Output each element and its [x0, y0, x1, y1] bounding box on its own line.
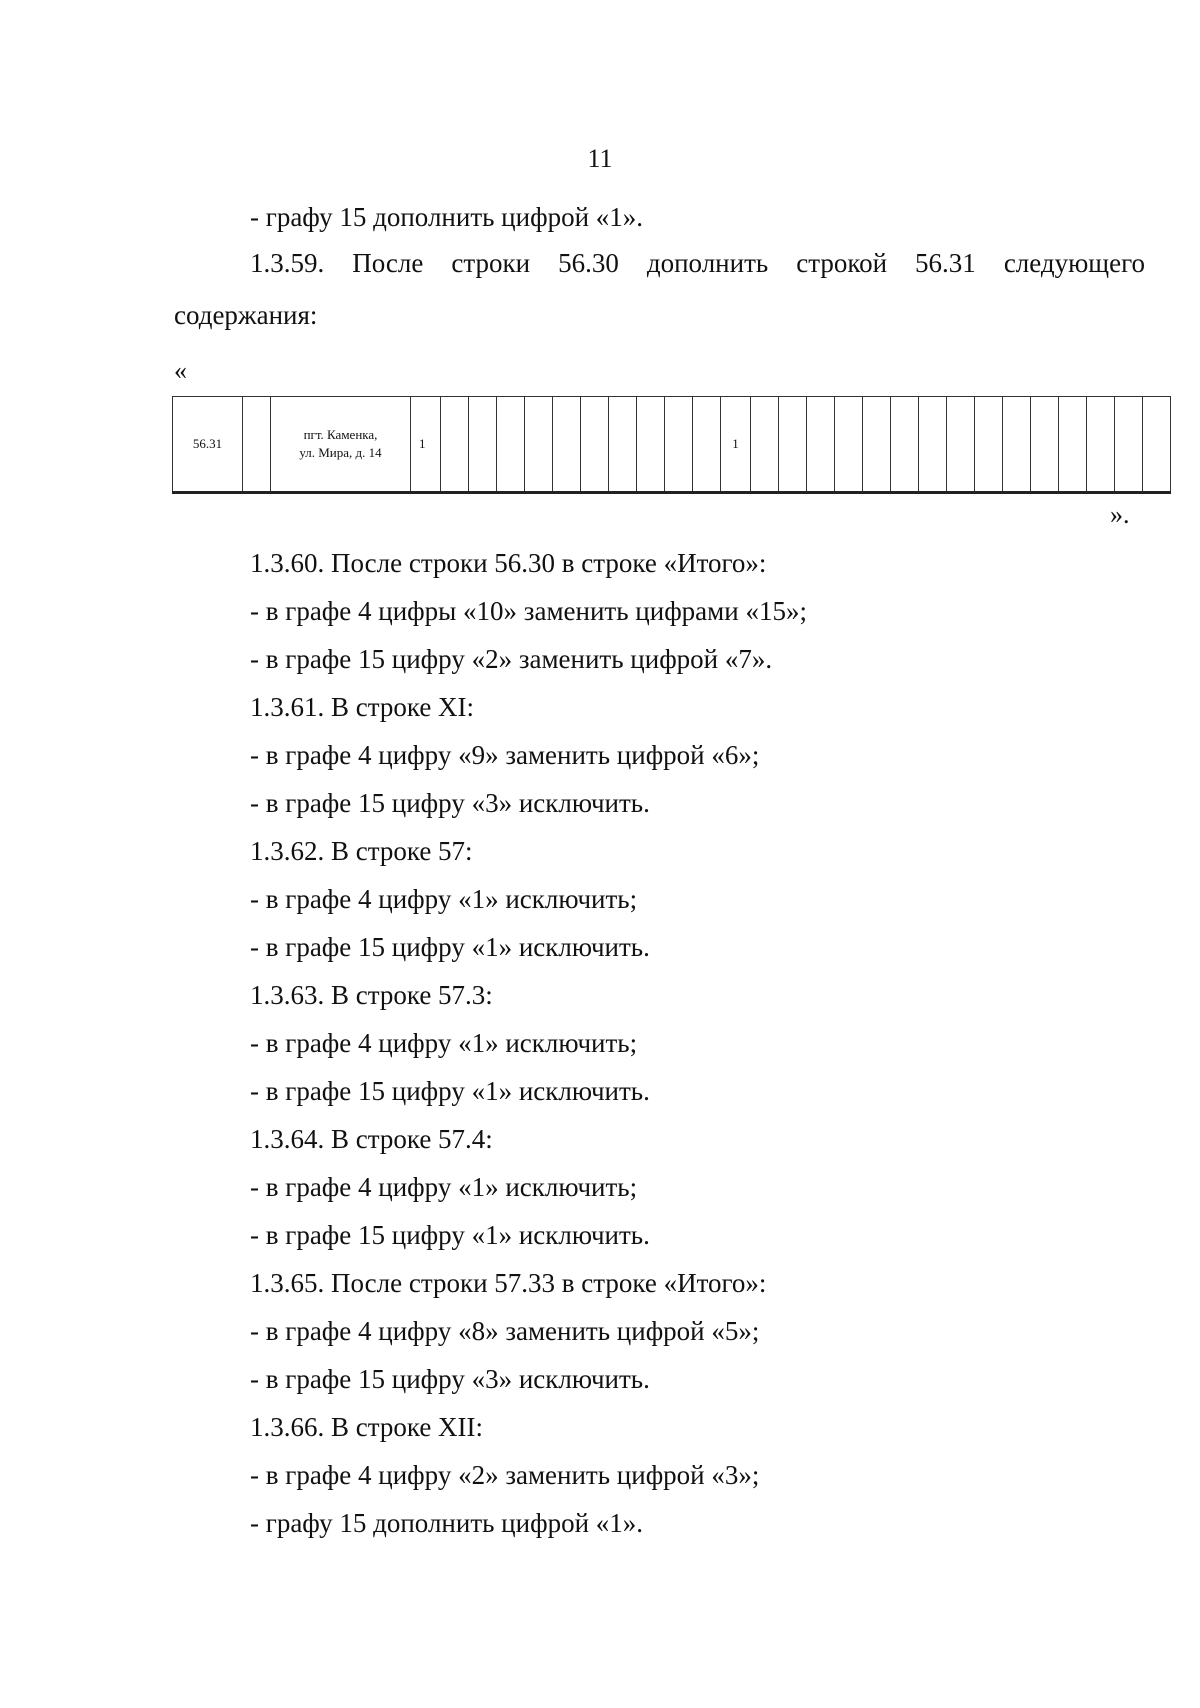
empty-cell	[497, 397, 525, 493]
column-15-cell: 1	[721, 397, 751, 493]
body-line: - в графе 15 цифру «3» исключить.	[250, 788, 650, 818]
empty-cell	[919, 397, 947, 493]
empty-cell	[553, 397, 581, 493]
body-line: - графу 15 дополнить цифрой «1».	[250, 1508, 644, 1538]
empty-cell	[891, 397, 919, 493]
intro-line: - графу 15 дополнить цифрой «1».	[250, 202, 644, 232]
column-4-cell: 1	[411, 397, 441, 493]
empty-cell	[525, 397, 553, 493]
body-line: - в графе 4 цифру «1» исключить;	[250, 1028, 638, 1058]
empty-cell	[469, 397, 497, 493]
empty-cell	[1031, 397, 1059, 493]
body-line: - в графе 4 цифру «8» заменить цифрой «5»;	[250, 1316, 760, 1346]
heading-word: дополнить	[646, 248, 769, 278]
body-line: - в графе 15 цифру «3» исключить.	[250, 1364, 650, 1394]
page-number: 11	[587, 144, 613, 173]
body-line: - в графе 15 цифру «1» исключить.	[250, 1220, 650, 1250]
inserted-row-table	[172, 396, 1171, 494]
empty-cell	[1115, 397, 1143, 493]
section-1359-continuation: содержания:	[174, 300, 318, 330]
address-line-1: пгт. Каменка,	[303, 427, 378, 443]
empty-cell	[1087, 397, 1115, 493]
heading-word: 56.31	[915, 248, 976, 278]
body-line: - в графе 4 цифру «2» заменить цифрой «3»;	[250, 1460, 760, 1490]
body-line: 1.3.61. В строке XI:	[250, 692, 475, 722]
section-1359-heading	[250, 248, 1145, 279]
empty-cell	[835, 397, 863, 493]
address-line-2: ул. Мира, д. 14	[299, 445, 382, 460]
heading-word: 56.30	[558, 248, 619, 278]
empty-cell	[441, 397, 469, 493]
opening-quote: «	[174, 356, 187, 385]
heading-word: следующего	[1003, 248, 1145, 278]
body-line: 1.3.66. В строке XII:	[250, 1412, 484, 1442]
body-line: - в графе 15 цифру «1» исключить.	[250, 932, 650, 962]
body-line: - в графе 4 цифры «10» заменить цифрами «15»;	[250, 596, 807, 626]
body-line: - в графе 4 цифру «1» исключить;	[250, 884, 638, 914]
empty-cell	[581, 397, 609, 493]
body-line: 1.3.62. В строке 57:	[250, 836, 473, 866]
empty-cell	[807, 397, 835, 493]
body-line: 1.3.63. В строке 57.3:	[250, 980, 493, 1010]
body-line: - в графе 4 цифру «9» заменить цифрой «6»;	[250, 740, 760, 770]
empty-cell	[751, 397, 779, 493]
row-number-cell: 56.31	[173, 397, 243, 493]
empty-cell	[1003, 397, 1031, 493]
closing-quote: ».	[1110, 500, 1130, 529]
address-cell	[271, 397, 411, 493]
body-line: 1.3.60. После строки 56.30 в строке «Итого»:	[250, 548, 767, 578]
body-line: - в графе 15 цифру «1» исключить.	[250, 1076, 650, 1106]
body-line: - в графе 15 цифру «2» заменить цифрой «7».	[250, 644, 773, 674]
body-line: 1.3.65. После строки 57.33 в строке «Итого»:	[250, 1268, 767, 1298]
heading-word: строки	[451, 248, 531, 278]
empty-cell	[609, 397, 637, 493]
empty-cell	[975, 397, 1003, 493]
heading-word: строкой	[796, 248, 888, 278]
empty-cell	[947, 397, 975, 493]
empty-cell	[637, 397, 665, 493]
empty-cell	[665, 397, 693, 493]
body-line: 1.3.64. В строке 57.4:	[250, 1124, 493, 1154]
empty-cell	[1143, 397, 1171, 493]
heading-word: 1.3.59.	[250, 248, 325, 278]
heading-word: После	[352, 248, 424, 278]
empty-cell	[779, 397, 807, 493]
empty-cell	[1059, 397, 1087, 493]
body-line: - в графе 4 цифру «1» исключить;	[250, 1172, 638, 1202]
empty-cell	[693, 397, 721, 493]
empty-cell	[863, 397, 891, 493]
table-row	[173, 397, 1171, 493]
empty-cell	[243, 397, 271, 493]
